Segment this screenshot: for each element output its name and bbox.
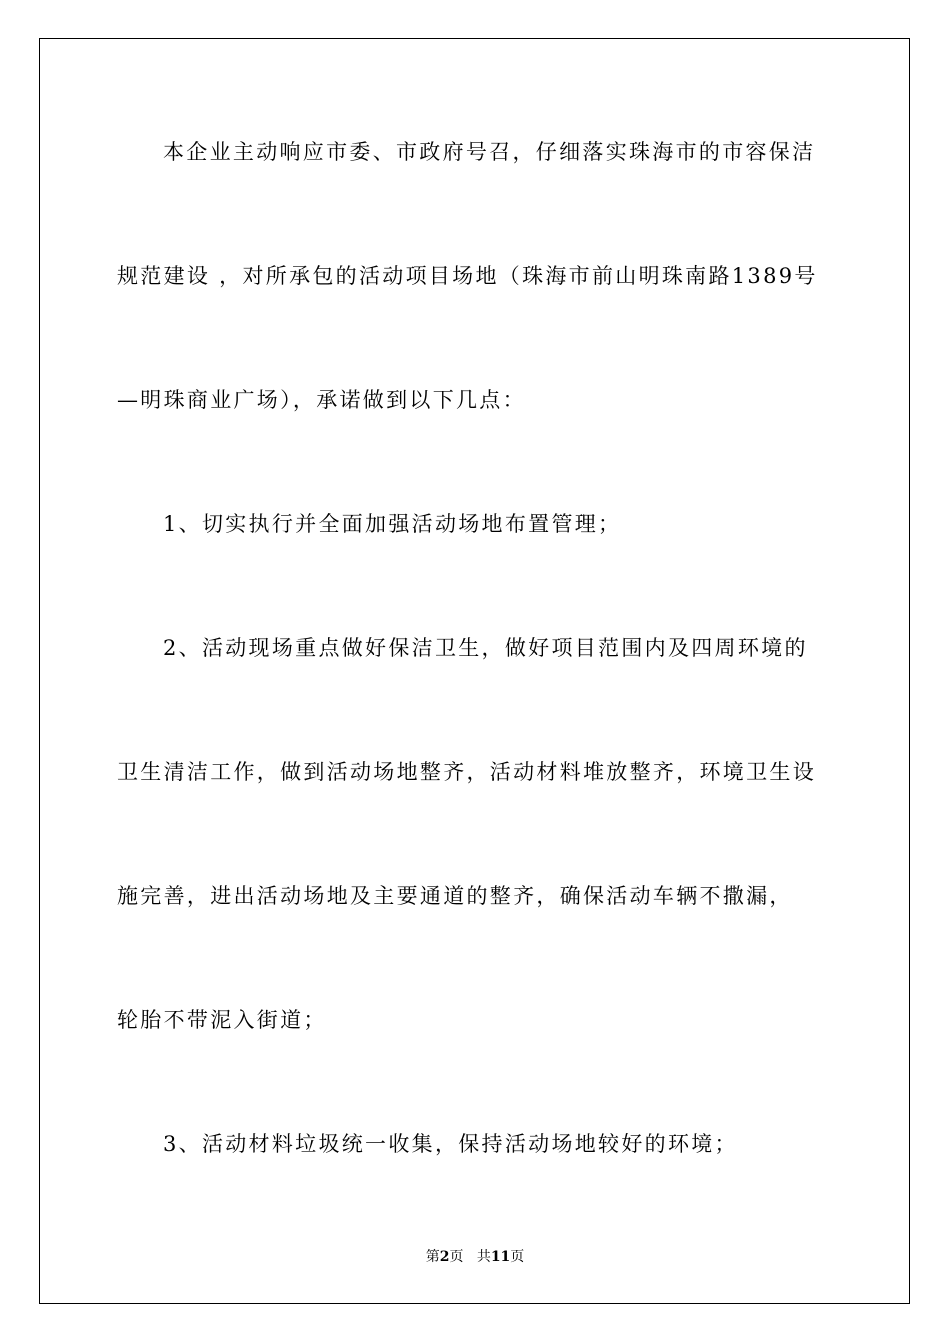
footer-total-suffix: 页 [510,1249,525,1265]
footer-total-prefix: 共 [476,1249,491,1265]
paragraph-3-line-4: 轮胎不带泥入街道； [117,1008,327,1032]
paragraph-3-line-1: 2、活动现场重点做好保洁卫生，做好项目范围内及四周环境的 [163,636,808,660]
page-border [39,38,910,1304]
page-footer [0,1247,950,1267]
paragraph-1-line-1: 本企业主动响应市委、市政府号召，仔细落实珠海市的市容保洁 [163,140,816,164]
paragraph-2-line-1: 1、切实执行并全面加强活动场地布置管理； [163,512,622,536]
footer-page-number: 2 [439,1249,450,1265]
paragraph-1-line-3: —明珠商业广场），承诺做到以下几点： [117,388,526,412]
paragraph-3-line-3: 施完善，进出活动场地及主要通道的整齐，确保活动车辆不撒漏， [117,884,793,908]
paragraph-1-line-2: 规范建设 ，对所承包的活动项目场地（珠海市前山明珠南路1389号 [117,264,818,288]
footer-total-pages: 11 [490,1249,511,1265]
footer-page-suffix: 页 [449,1249,464,1265]
footer-page-prefix: 第 [425,1249,440,1265]
paragraph-3-line-2: 卫生清洁工作，做到活动场地整齐，活动材料堆放整齐，环境卫生设 [117,760,816,784]
paragraph-4-line-1: 3、活动材料垃圾统一收集，保持活动场地较好的环境； [163,1132,738,1156]
